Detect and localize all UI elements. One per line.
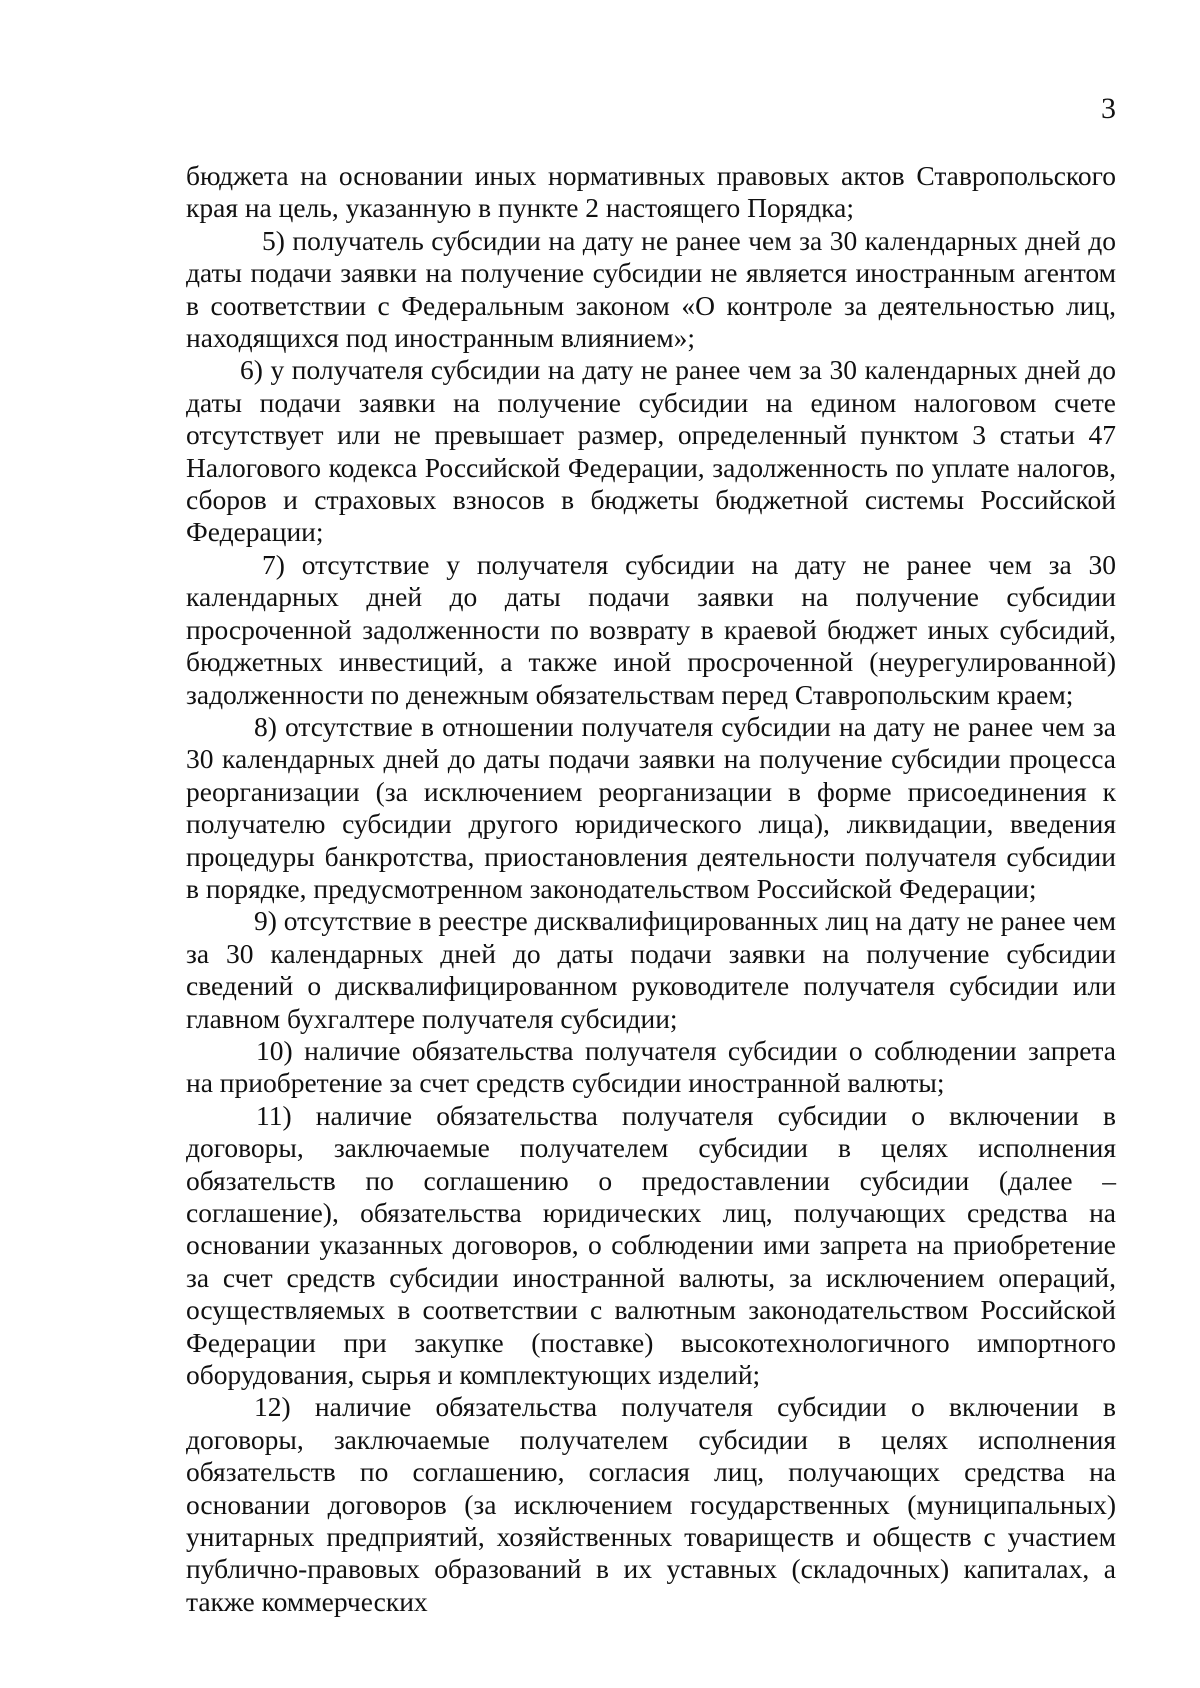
paragraph-item-6: 6) у получателя субсидии на дату не ранее чем за 30 календарных дней до даты подачи заявки на получение субсидии на едином налоговом счете отсутствует или не превышает размер, определенный пунктом 3 статьи 47 Налогового кодекса Российской Федерации, задолженность по уплате налогов, сборов и страховых взносов в бюджеты бюджетной системы Российской Федерации; — [186, 354, 1116, 548]
paragraph-item-10: 10) наличие обязательства получателя субсидии о соблюдении запрета на приобретение за счет средств субсидии иностранной валюты; — [186, 1034, 1116, 1099]
paragraph-item-8: 8) отсутствие в отношении получателя субсидии на дату не ранее чем за 30 календарных дней до даты подачи заявки на получение субсидии процесса реорганизации (за исключением реорганизации в форме присоединения к получателю субсидии другого юридического лица), ликвидации, введения процедуры банкротства, приостановления деятельности получателя субсидии в порядке, предусмотренном законодательством Российской Федерации; — [186, 710, 1116, 904]
paragraph-item-12: 12) наличие обязательства получателя субсидии о включении в договоры, заключаемые получателем субсидии в целях исполнения обязательств по соглашению, согласия лиц, получающих средства на основании договоров (за исключением государственных (муниципальных) унитарных предприятий, хозяйственных товариществ и обществ с участием публично-правовых образований в их уставных (складочных) капиталах, а также коммерческих — [186, 1391, 1116, 1617]
page-number: 3 — [1101, 92, 1116, 125]
document-body — [186, 160, 1116, 1618]
paragraph-item-7: 7) отсутствие у получателя субсидии на дату не ранее чем за 30 календарных дней до даты подачи заявки на получение субсидии просроченной задолженности по возврату в краевой бюджет иных субсидий, бюджетных инвестиций, а также иной просроченной (неурегулированной) задолженности по денежным обязательствам перед Ставропольским краем; — [186, 548, 1116, 710]
paragraph-item-5: 5) получатель субсидии на дату не ранее чем за 30 календарных дней до даты подачи заявки на получение субсидии не является иностранным агентом в соответствии с Федеральным законом «О контроле за деятельностью лиц, находящихся под иностранным влиянием»; — [186, 224, 1116, 354]
paragraph-item-11: 11) наличие обязательства получателя субсидии о включении в договоры, заключаемые получателем субсидии в целях исполнения обязательств по соглашению о предоставлении субсидии (далее – соглашение), обязательства юридических лиц, получающих средства на основании указанных договоров, о соблюдении ими запрета на приобретение за счет средств субсидии иностранной валюты, за исключением операций, осуществляемых в соответствии с валютным законодательством Российской Федерации при закупке (поставке) высокотехнологичного импортного оборудования, сырья и комплектующих изделий; — [186, 1099, 1116, 1391]
paragraph-continuation: бюджета на основании иных нормативных правовых актов Ставропольского края на цель, указанную в пункте 2 настоящего Порядка; — [186, 160, 1116, 224]
paragraph-item-9: 9) отсутствие в реестре дисквалифицированных лиц на дату не ранее чем за 30 календарных дней до даты подачи заявки на получение субсидии сведений о дисквалифицированном руководителе получателя субсидии или главном бухгалтере получателя субсидии; — [186, 905, 1116, 1034]
